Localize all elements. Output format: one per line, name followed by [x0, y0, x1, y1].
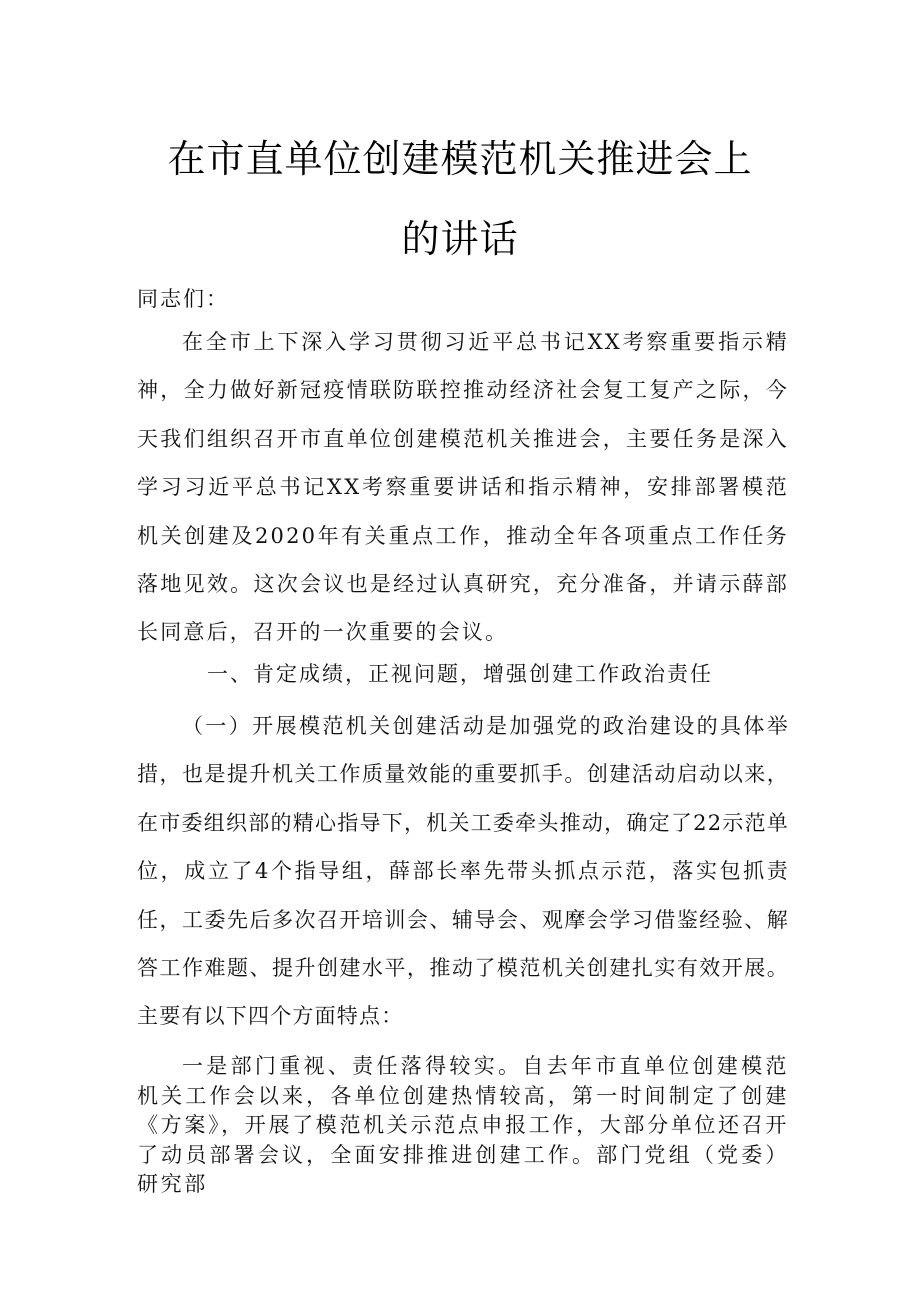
paragraph-achievements: （一）开展模范机关创建活动是加强党的政治建设的具体举措，也是提升机关工作质量效能的重要抓手。创建活动启动以来，在市委组织部的精心指导下，机关工委牵头推动，确定了22示范单位，成立了4个指导组，薛部长率先带头抓点示范，落实包抓责任，工委先后多次召开培训会、辅导会、观摩会学习借鉴经验、解答工作难题、提升创建水平，推动了模范机关创建扎实有效开展。主要有以下四个方面特点： [137, 714, 789, 1029]
paragraph-intro: 在全市上下深入学习贯彻习近平总书记XX考察重要指示精神，全力做好新冠疫情联防联控推动经济社会复工复产之际，今天我们组织召开市直单位创建模范机关推进会，主要任务是深入学习习近平总书记XX考察重要讲话和指示精神，安排部署模范机关创建及2020年有关重点工作，推动全年各项重点工作任务落地见效。这次会议也是经过认真研究，充分准备，并请示薛部长同意后，召开的一次重要的会议。 [137, 330, 789, 645]
section-heading: 一、肯定成绩，正视问题，增强创建工作政治责任 [207, 662, 713, 686]
paragraph-point-one: 一是部门重视、责任落得较实。自去年市直单位创建模范机关工作会以来，各单位创建热情较高，第一时间制定了创建《方案》，开展了模范机关示范点申报工作，大部分单位还召开了动员部署会议，全面安排推进创建工作。部门党组（党委）研究部 [137, 1054, 789, 1196]
document-title-line-1: 在市直单位创建模范机关推进会上 [167, 137, 753, 181]
greeting: 同志们： [137, 287, 229, 311]
document-title-line-2: 的讲话 [401, 217, 519, 261]
